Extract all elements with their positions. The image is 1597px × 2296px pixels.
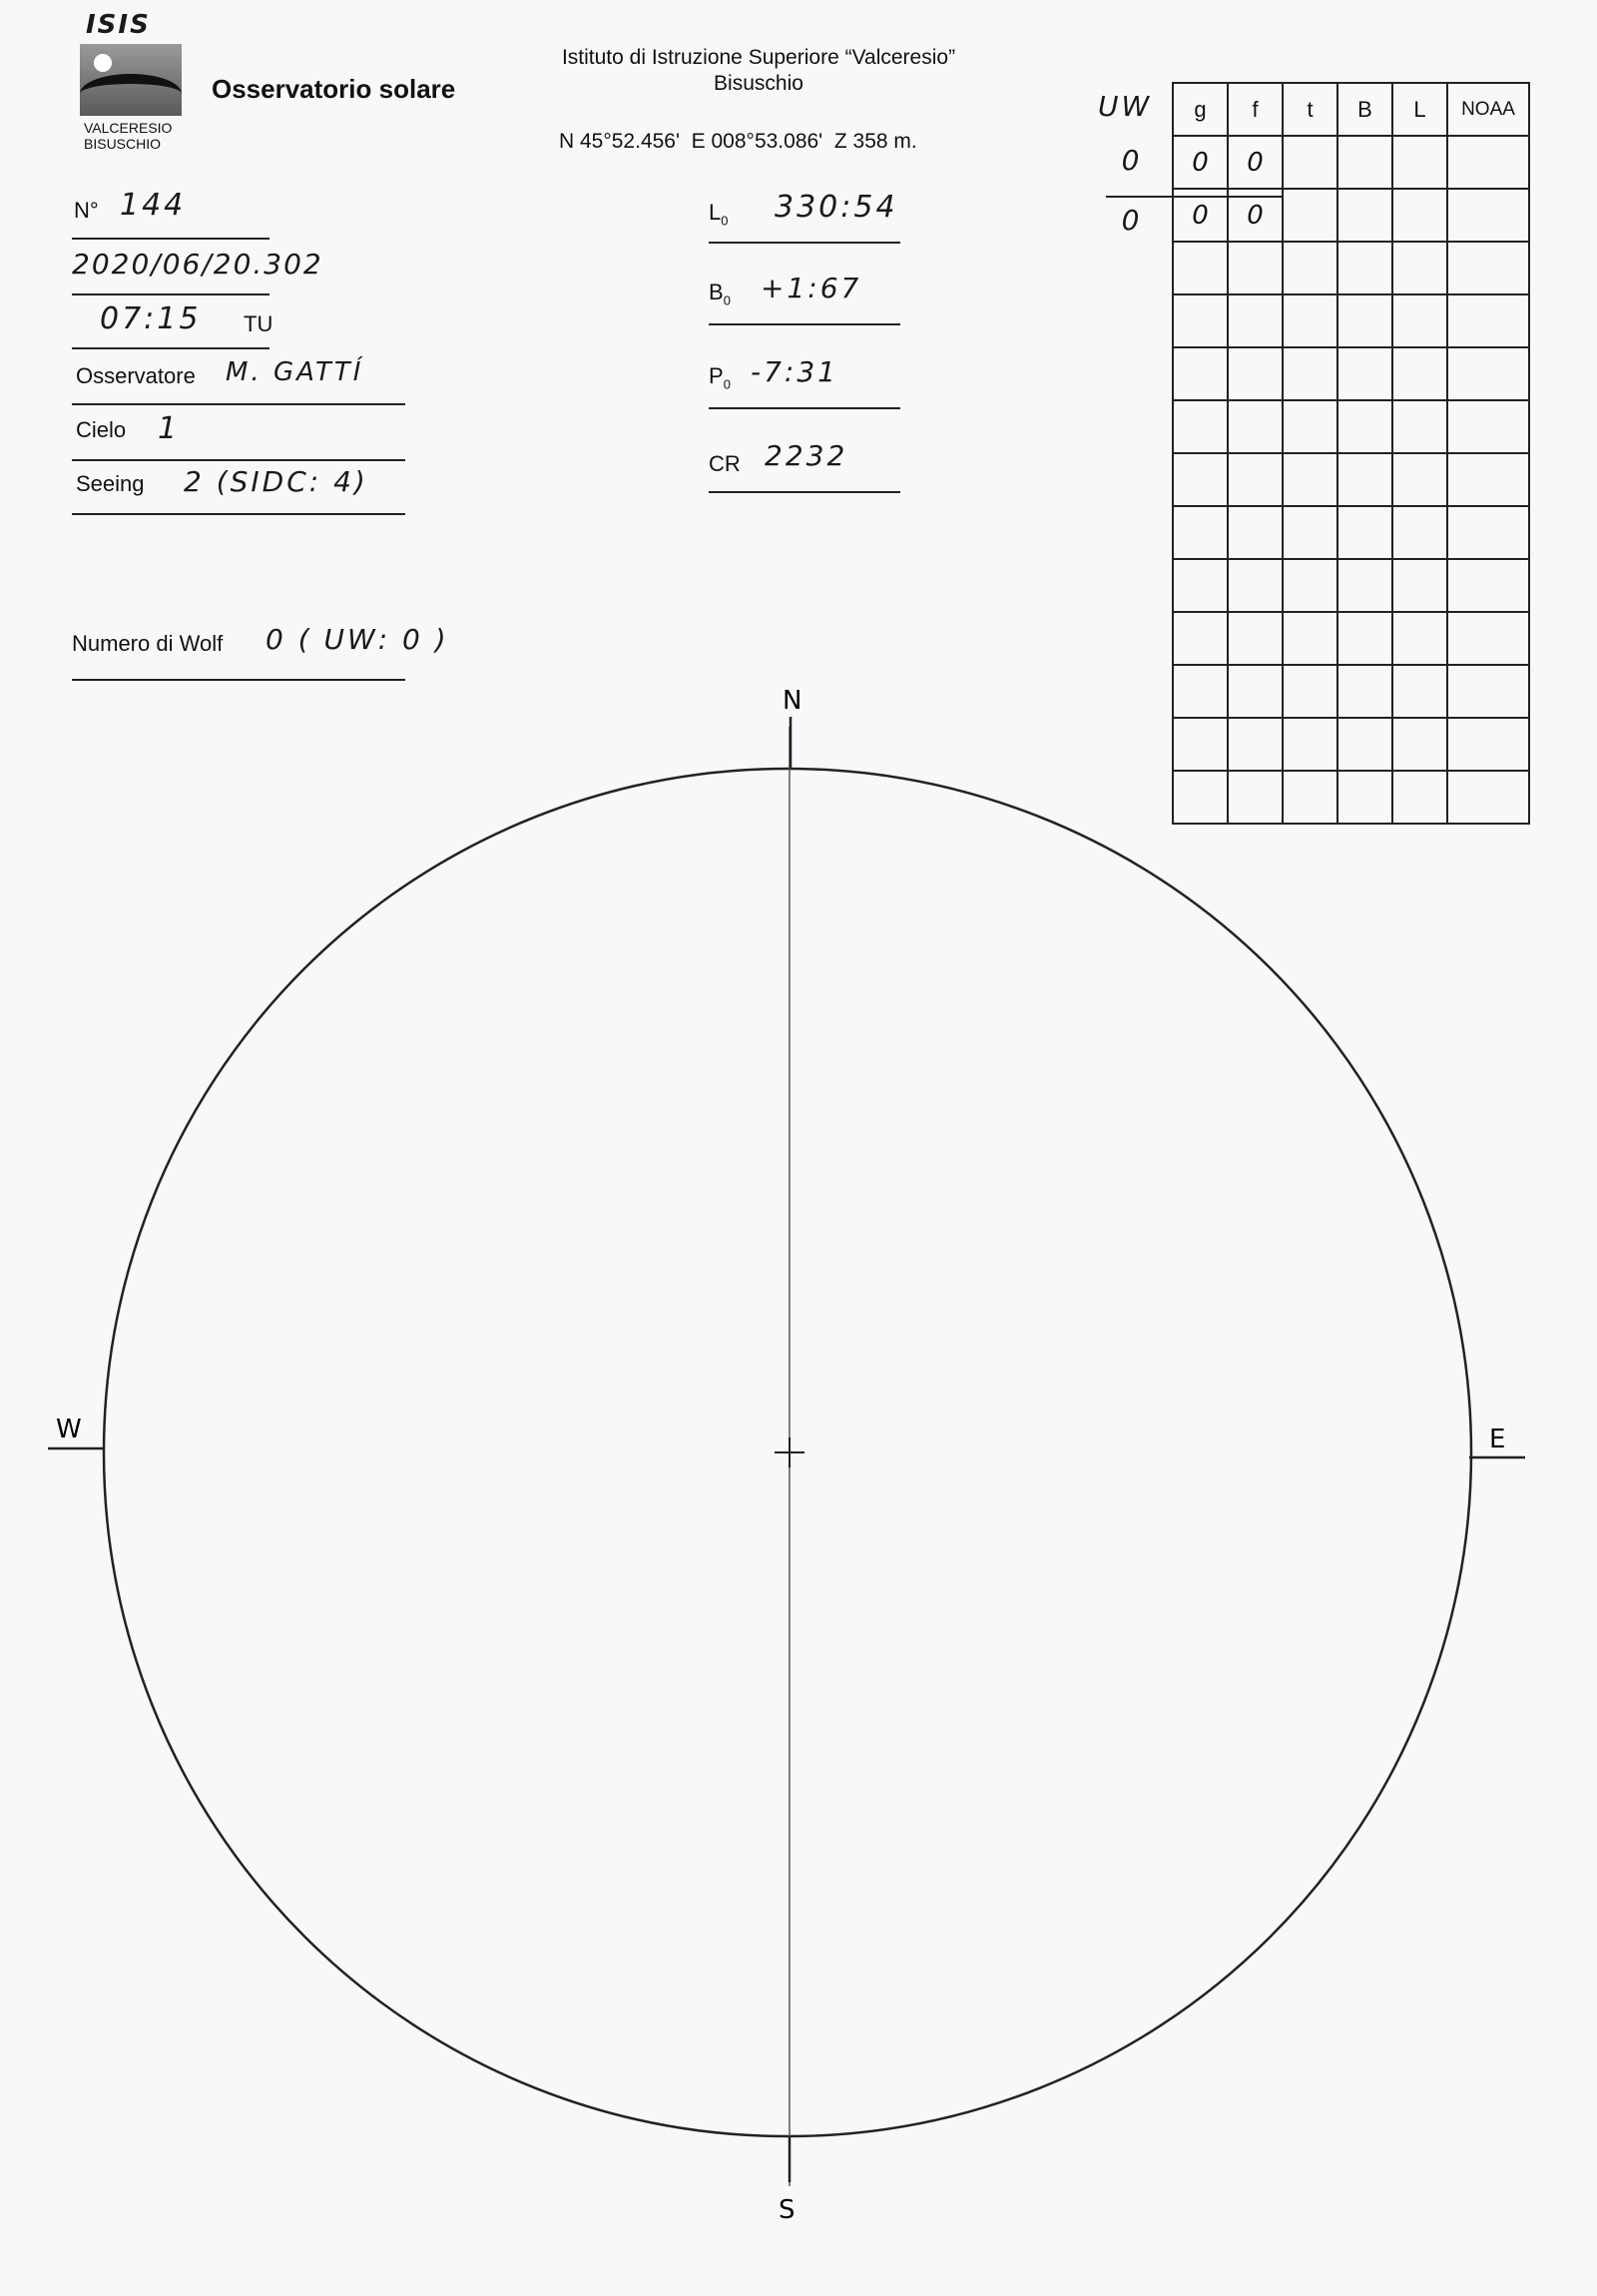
uw-header: UW: [1098, 90, 1153, 123]
coordinates: N 45°52.456' E 008°53.086' Z 358 m.: [559, 130, 917, 153]
cell-f[interactable]: 0: [1228, 136, 1283, 189]
header-g: g: [1173, 83, 1228, 136]
uw-value-1: 0: [1121, 144, 1143, 177]
sky-label: Cielo: [76, 417, 127, 442]
logo-line2: BISUSCHIO: [84, 136, 162, 152]
number-label: N°: [74, 198, 99, 223]
logo-top-text: ISIS: [86, 10, 151, 40]
number-value: 144: [120, 188, 187, 223]
wolf-value: 0 ( UW: 0 ): [266, 623, 449, 656]
observer-label: Osservatore: [76, 363, 196, 388]
institute-town: Bisuschio: [714, 72, 803, 95]
date-value: 2020/06/20.302: [72, 248, 323, 281]
cell-f[interactable]: 0: [1228, 189, 1283, 242]
cr-value: 2232: [765, 439, 848, 472]
cr-label: CR: [709, 451, 741, 476]
p0-value: -7:31: [751, 355, 838, 388]
logo-line1: VALCERESIO: [84, 120, 173, 136]
header-noaa: NOAA: [1447, 83, 1529, 136]
north-label: N: [783, 686, 802, 716]
header-f: f: [1228, 83, 1283, 136]
institute-name: Istituto di Istruzione Superiore “Valceresio”: [561, 46, 956, 69]
cell-g[interactable]: 0: [1173, 189, 1228, 242]
cell-g[interactable]: 0: [1173, 136, 1228, 189]
time-value: 07:15: [100, 301, 202, 336]
east-label: E: [1489, 1425, 1506, 1454]
observatory-title: Osservatorio solare: [212, 74, 456, 104]
seeing-label: Seeing: [76, 471, 145, 496]
uw-value-2: 0: [1121, 204, 1143, 237]
south-label: S: [779, 2195, 796, 2225]
b0-value: +1:67: [761, 272, 862, 304]
header-t: t: [1283, 83, 1337, 136]
header-b: B: [1337, 83, 1392, 136]
l0-value: 330:54: [775, 190, 898, 225]
wolf-label: Numero di Wolf: [72, 631, 224, 656]
sky-value: 1: [158, 411, 181, 446]
p0-label: $P_0$: [709, 363, 731, 392]
l0-label: $L_0$: [709, 200, 729, 229]
west-label: W: [56, 1415, 82, 1444]
header-l: L: [1392, 83, 1447, 136]
observer-value: M. GATTÍ: [226, 357, 364, 387]
time-unit: TU: [244, 311, 273, 336]
seeing-value: 2 (SIDC: 4): [184, 465, 368, 498]
b0-label: $B_0$: [709, 280, 731, 308]
